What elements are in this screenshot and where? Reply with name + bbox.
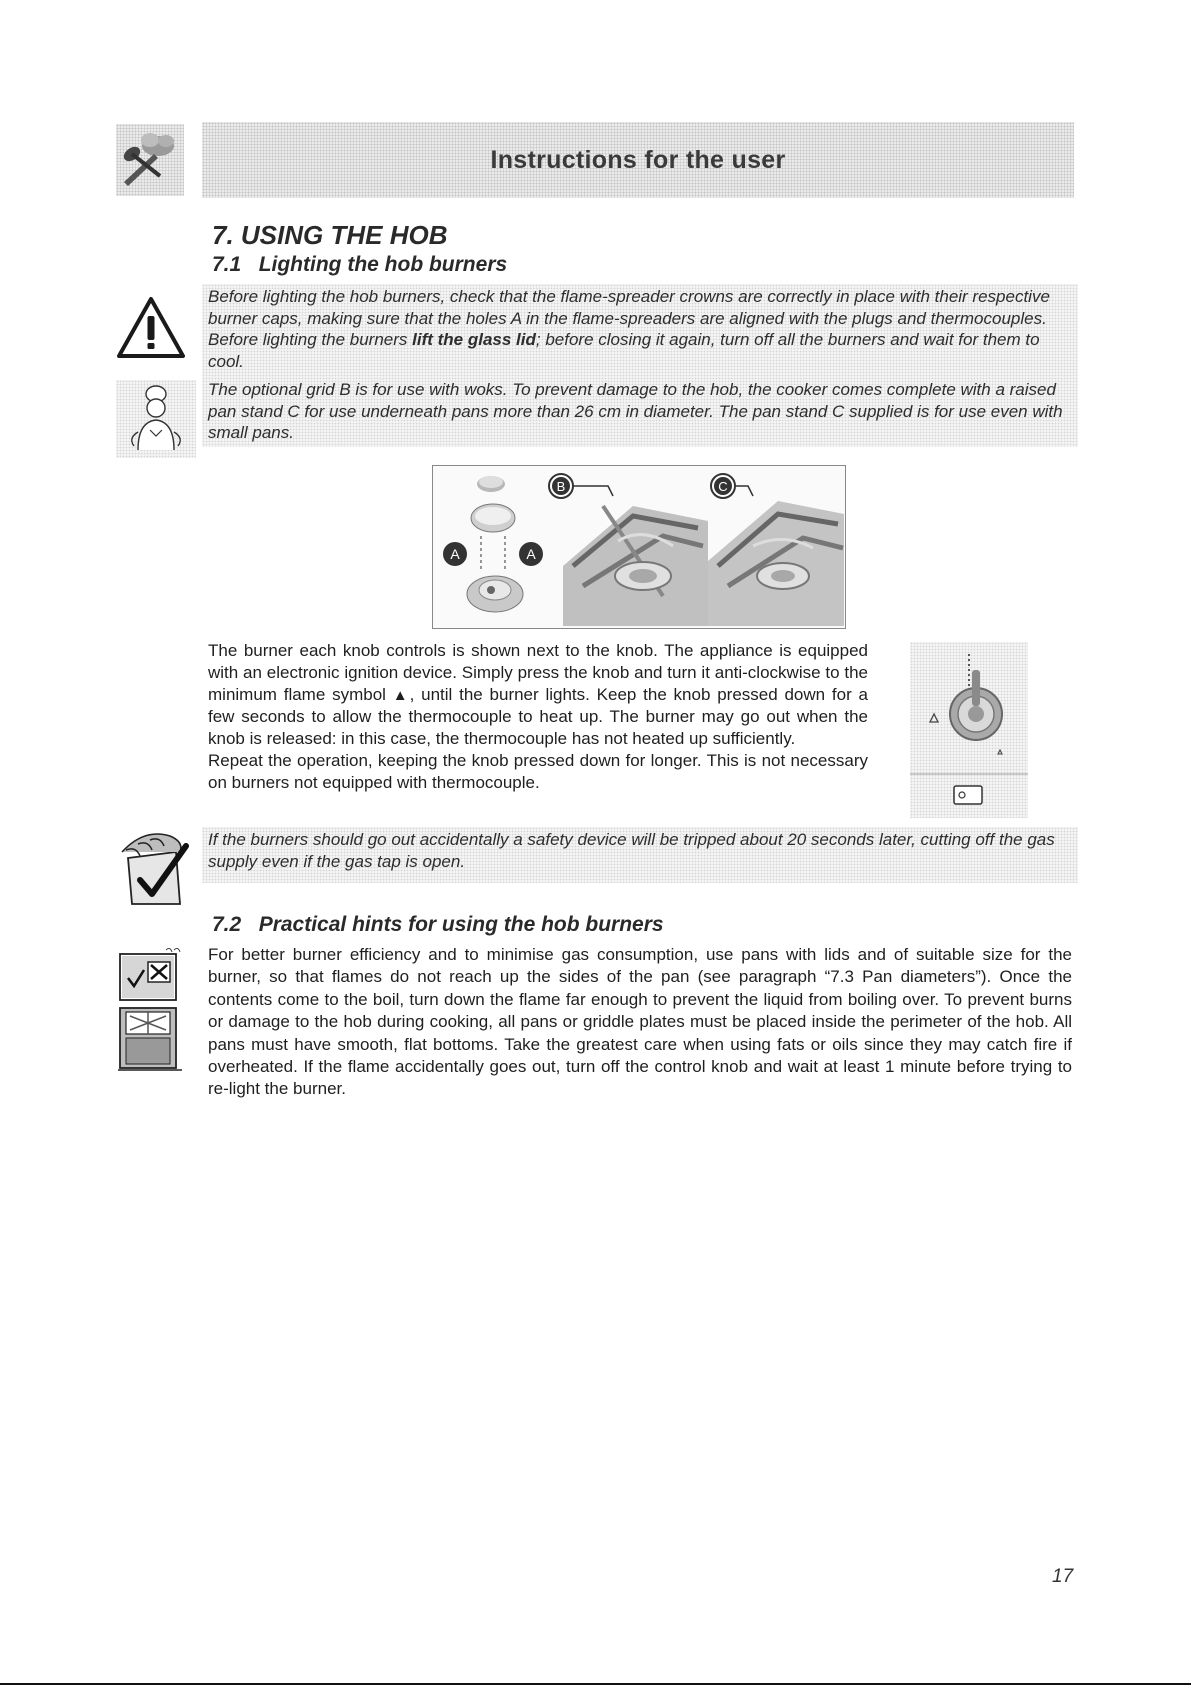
warning-note: Before lighting the hob burners, check that the flame-spreader crowns are correctly in place with their respective burner caps, making sure that the holes A in the flame-spreaders are aligned with the plugs and thermocouples. Before lighting the burners lift the glass lid; before closing it again, turn off all the burners and wait for them to cool. [202,284,1078,378]
label-a-left: A [450,546,460,562]
page-header-title: Instructions for the user [490,145,786,174]
chef-icon [116,380,196,458]
header-logo-icon [116,124,184,196]
burner-figure [432,465,846,629]
subsection-title-7-1: 7.1 Lighting the hob burners [212,253,508,276]
label-c: C [718,479,728,494]
tick-note-icon [114,828,196,908]
warning-triangle-icon [116,296,186,360]
flame-symbol-icon: ▲ [392,686,410,704]
ignition-paragraph-1: The burner each knob controls is shown next to the knob. The appliance is equipped with an electronic ignition device. Simply press the knob and turn it anti-clockwise to the minimum flame symbol ▲, until the burner lights. Keep the knob pressed down for a few seconds to allow the thermocouple to heat up. The burner may go out when the knob is released: in this case, the thermocouple has not heated up sufficiently. [208,641,868,749]
safety-device-note: If the burners should go out accidentally a safety device will be tripped about 20 seconds later, cutting off the gas supply even if the gas tap is open. [202,827,1078,883]
practical-hints-text: For better burner efficiency and to minimise gas consumption, use pans with lids and of suitable size for the burner, so that flames do not reach up the sides of the pan (see paragraph “7.3 Pan diameters”). Once the contents come to the boil, turn down the flame far enough to prevent the liquid from boiling over. To prevent burns or damage to the hob during cooking, all pans or griddle plates must be placed inside the perimeter of the hob. All pans must have smooth, flat bottoms. Take the greatest care when using fats or oils since they may catch fire if overheated. If the flame accidentally goes out, turn off the control knob and wait at least 1 minute before trying to re-light the burner. [208,945,1072,1099]
label-a-right: A [526,546,536,562]
knob-icon [910,642,1028,818]
header-bar [202,122,1074,198]
ignition-instructions [208,640,868,794]
subsection-title-7-2: 7.2 Practical hints for using the hob burners [212,913,664,936]
grid-pan-stand-note: The optional grid B is for use with woks. To prevent damage to the hob, the cooker comes complete with a raised pan stand C for use underneath pans more than 26 cm in diameter. The pan stand C supplied is for use even with small pans. [202,377,1078,447]
section-title: 7. USING THE HOB [212,220,448,250]
oven-checklist-icon [118,948,190,1072]
page-number: 17 [1052,1566,1074,1587]
label-b: B [556,479,566,494]
ignition-paragraph-2: Repeat the operation, keeping the knob pressed down for longer. This is not necessary on burners not equipped with thermocouple. [208,750,868,792]
